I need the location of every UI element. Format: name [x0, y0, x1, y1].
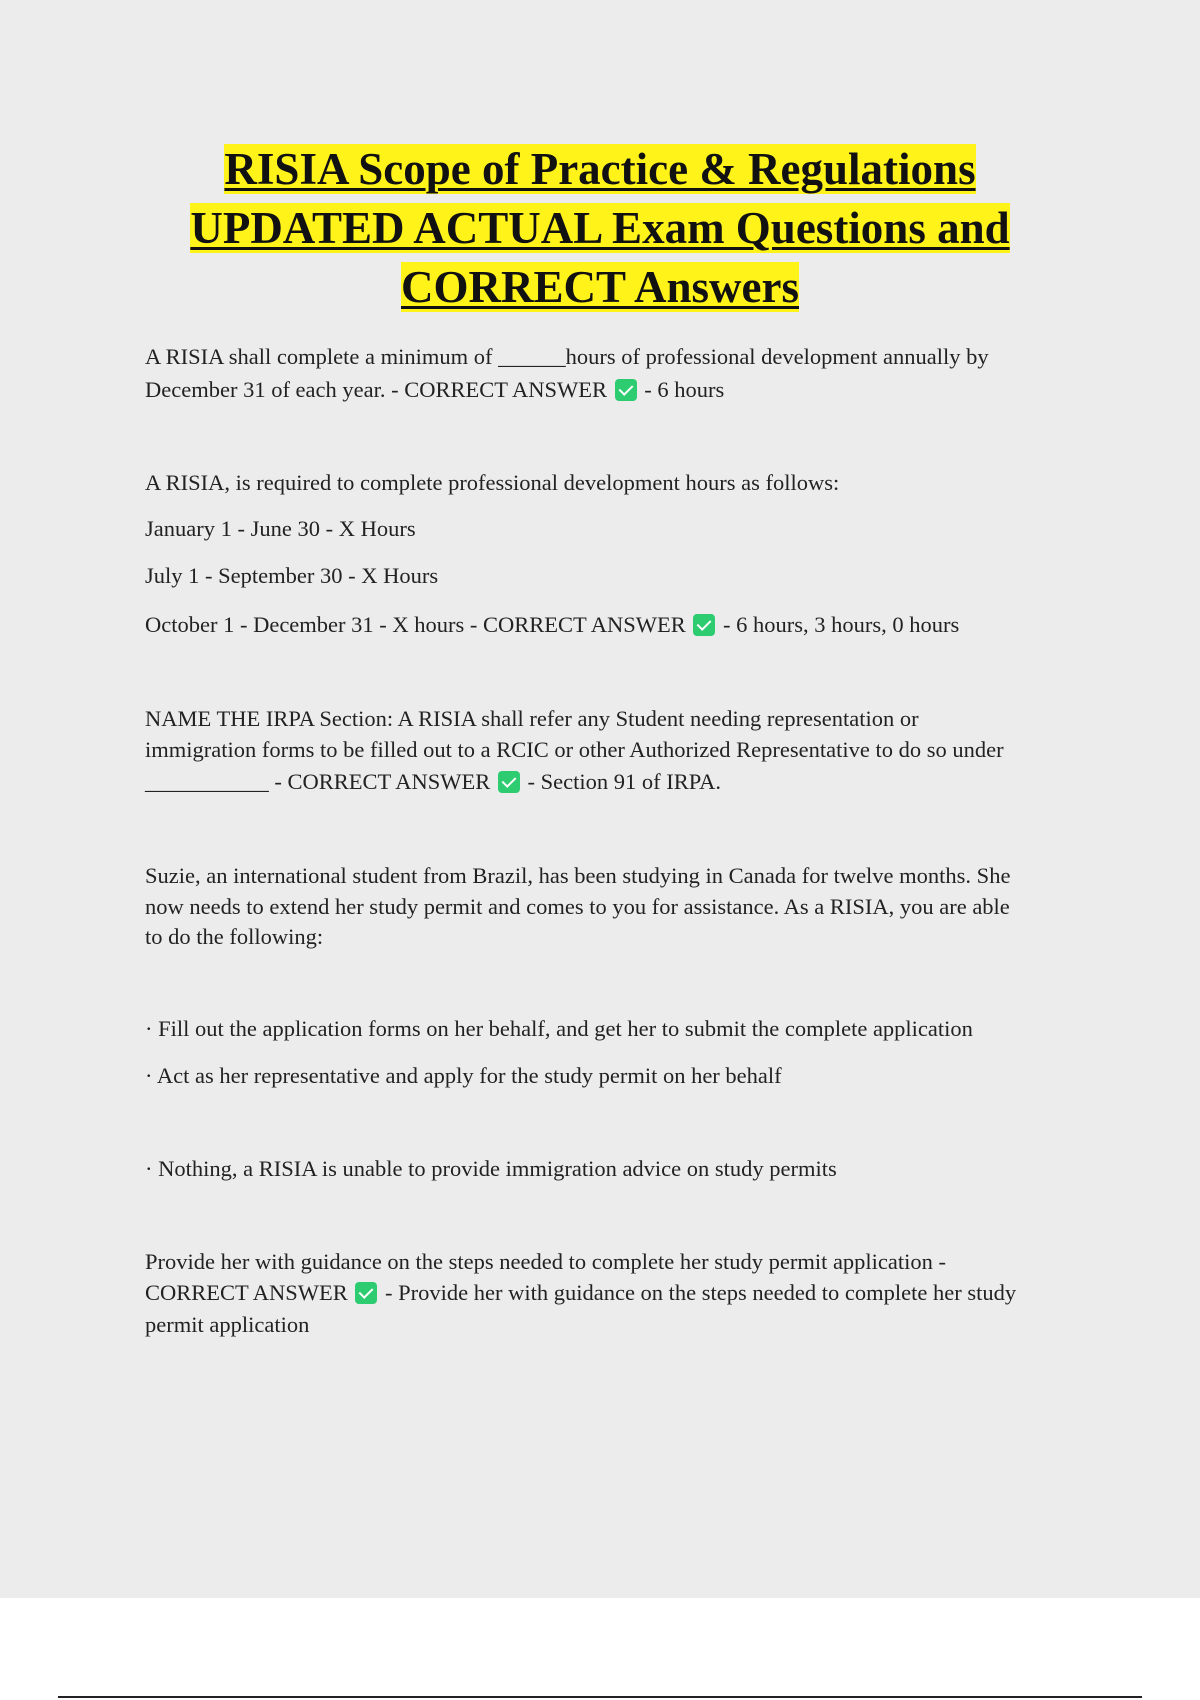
q2-row-2: July 1 - September 30 - X Hours: [145, 563, 439, 588]
q4-para-line-2: now needs to extend her study permit and comes to you for assistance. As a RISIA, you are able: [145, 894, 1010, 919]
q4-option-1: · Fill out the application forms on her behalf, and get her to submit the complete application: [145, 1016, 973, 1041]
page-divider: [58, 1696, 1142, 1698]
q1-question-end: December 31 of each year. - CORRECT ANSWER: [145, 377, 607, 402]
q2-row-3: [145, 609, 959, 640]
q3-line-2: immigration forms to be filled out to a RCIC or other Authorized Representative to do so under: [145, 737, 1004, 762]
q4-para-line-3: to do the following:: [145, 924, 324, 949]
document-title: [0, 140, 1200, 317]
q4-correct-label: CORRECT ANSWER: [145, 1280, 348, 1305]
q2-intro: A RISIA, is required to complete professional development hours as follows:: [145, 470, 840, 495]
q1-answer: - 6 hours: [644, 377, 725, 402]
q4-final-line-1: Provide her with guidance on the steps needed to complete her study permit application -: [145, 1249, 947, 1274]
q1-line-2: [145, 374, 724, 405]
title-line-3: CORRECT Answers: [401, 262, 799, 312]
q2-question-end: October 1 - December 31 - X hours - CORRECT ANSWER: [145, 612, 686, 637]
check-mark-icon: [693, 614, 715, 636]
q1-line-1: A RISIA shall complete a minimum of ______hours of professional development annually by: [145, 344, 989, 369]
title-line-1: RISIA Scope of Practice & Regulations: [224, 144, 976, 194]
q4-para-line-1: Suzie, an international student from Brazil, has been studying in Canada for twelve months. She: [145, 863, 1011, 888]
q4-final-line-3: permit application: [145, 1312, 310, 1337]
q2-row-1: January 1 - June 30 - X Hours: [145, 516, 416, 541]
q4-answer: - Provide her with guidance on the steps needed to complete her study: [385, 1280, 1017, 1305]
q4-option-2: · Act as her representative and apply for the study permit on her behalf: [145, 1063, 782, 1088]
q4-option-3: · Nothing, a RISIA is unable to provide immigration advice on study permits: [145, 1156, 837, 1181]
q4-final-line-2: [145, 1277, 1016, 1308]
check-mark-icon: [615, 379, 637, 401]
title-line-2: UPDATED ACTUAL Exam Questions and: [190, 203, 1010, 253]
q3-answer: - Section 91 of IRPA.: [527, 769, 722, 794]
q2-answer: - 6 hours, 3 hours, 0 hours: [723, 612, 960, 637]
q3-question-end: ___________ - CORRECT ANSWER: [145, 769, 491, 794]
check-mark-icon: [498, 771, 520, 793]
check-mark-icon: [355, 1282, 377, 1304]
q3-line-1: NAME THE IRPA Section: A RISIA shall refer any Student needing representation or: [145, 706, 919, 731]
q3-line-3: [145, 766, 721, 797]
